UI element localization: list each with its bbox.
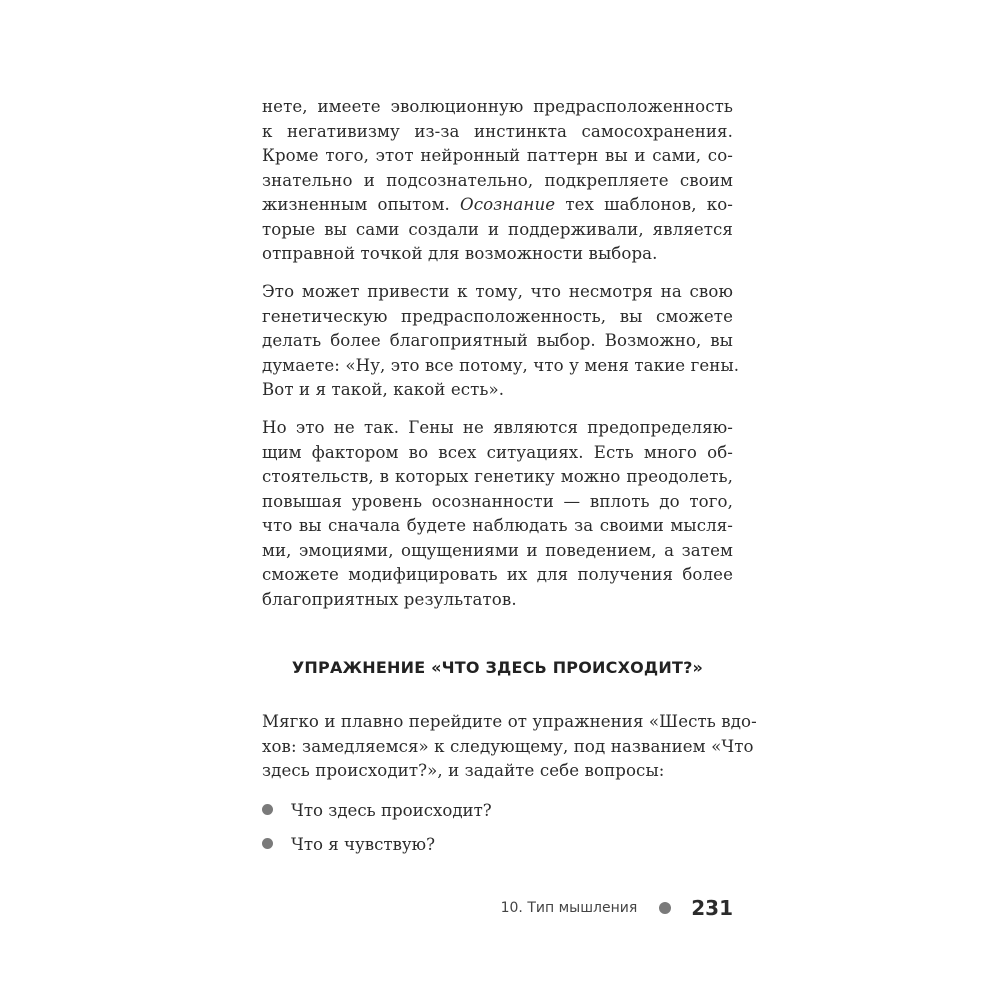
bullet-icon bbox=[262, 838, 273, 849]
list-item bbox=[262, 799, 492, 823]
text-line: сможете модифицировать их для получения более bbox=[262, 565, 733, 584]
list-item-text: Что здесь происходит? bbox=[291, 801, 492, 820]
text-line: хов: замедляемся» к следующему, под названием «Что bbox=[262, 736, 754, 756]
separator-dot-icon bbox=[659, 902, 671, 914]
text-line: к негативизму из-за инстинкта самосохранения. bbox=[262, 121, 733, 141]
text-line: что вы сначала будете наблюдать за своими мысля- bbox=[262, 516, 733, 535]
list-item-text: Что я чувствую? bbox=[291, 835, 436, 854]
text-line bbox=[262, 193, 733, 217]
text-line: Кроме того, этот нейронный паттерн вы и сами, со- bbox=[262, 146, 733, 165]
text-line: генетическую предрасположенность, вы сможете bbox=[262, 306, 733, 326]
text-line: делать более благоприятный выбор. Возможно, вы bbox=[262, 331, 733, 350]
text-line: знательно и подсознательно, подкрепляете своим bbox=[262, 170, 733, 190]
text-line: Это может привести к тому, что несмотря на свою bbox=[262, 282, 733, 301]
list-item bbox=[262, 833, 435, 857]
text-line: щим фактором во всех ситуациях. Есть много об- bbox=[262, 442, 733, 462]
text-line: Но это не так. Гены не являются предопределяю- bbox=[262, 418, 733, 437]
text-segment: жизненным опытом. bbox=[262, 195, 450, 214]
chapter-title: 10. Тип мышления bbox=[500, 900, 638, 916]
text-line: повышая уровень осознанности — вплоть до того, bbox=[262, 491, 733, 511]
text-line: торые вы сами создали и поддерживали, является bbox=[262, 219, 733, 239]
text-line: ми, эмоциями, ощущениями и поведением, а затем bbox=[262, 540, 733, 560]
text-line: нете, имеете эволюционную предрасположенность bbox=[262, 97, 733, 116]
page-footer bbox=[501, 896, 733, 920]
bullet-icon bbox=[262, 804, 273, 815]
text-line: Вот и я такой, какой есть». bbox=[262, 380, 505, 399]
text-line: отправной точкой для возможности выбора. bbox=[262, 244, 658, 263]
text-line: Мягко и плавно перейдите от упражнения «Шесть вдо- bbox=[262, 712, 757, 731]
emphasis-text: Осознание bbox=[460, 195, 556, 214]
text-line: здесь происходит?», и задайте себе вопросы: bbox=[262, 761, 665, 780]
page-number: 231 bbox=[691, 896, 733, 920]
text-line: думаете: «Ну, это все потому, что у меня такие гены. bbox=[262, 355, 740, 375]
text-line: стоятельств, в которых генетику можно преодолеть, bbox=[262, 467, 733, 486]
section-heading: УПРАЖНЕНИЕ «ЧТО ЗДЕСЬ ПРОИСХОДИТ?» bbox=[291, 658, 704, 677]
text-line: благоприятных результатов. bbox=[262, 589, 517, 609]
text-segment: тех шаблонов, ко- bbox=[565, 195, 734, 214]
